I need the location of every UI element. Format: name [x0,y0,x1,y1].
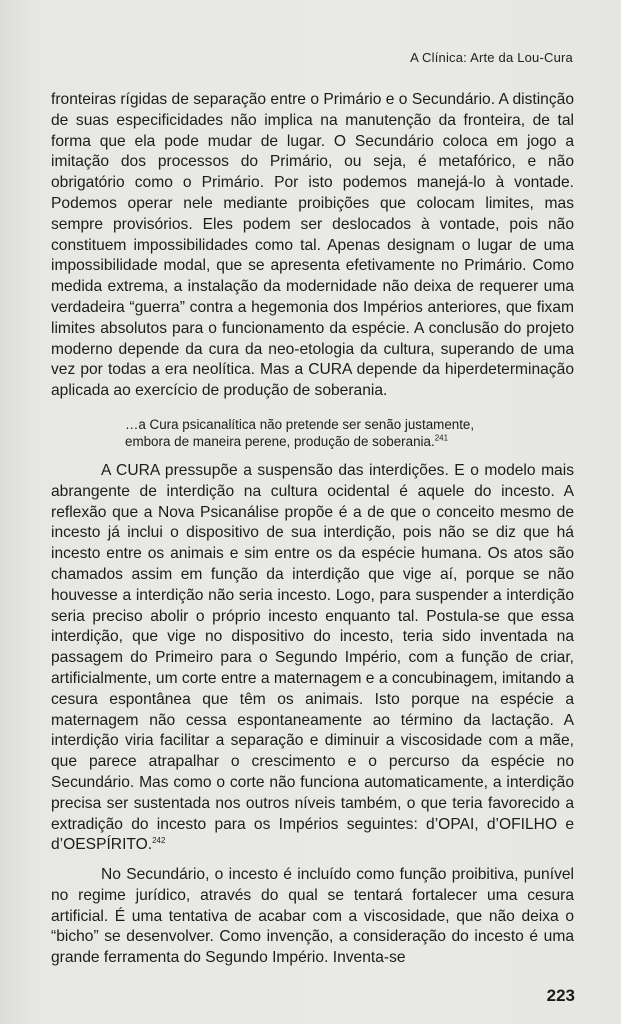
footnote-ref-242: 242 [152,836,166,846]
main-text [51,90,574,969]
paragraph-cura-text: A CURA pressupõe a suspensão das interdições. E o modelo mais abrangente de interdição na cultura ocidental é aquele do incesto. A reflexão que a Nova Psicanálise propõe é a de que o conceito mesmo de incesto já inclui o dispositivo de sua interdição, pois não se diz que há incesto entre os animais e sim entre os da espécie humana. Os atos são chamados assim em função da interdição que vige aí, porque se não houvesse a interdição não seria incesto. Logo, para suspender a interdição seria preciso abolir o próprio incesto enquanto tal. Postula-se que essa interdição, que vige no dispositivo do incesto, teria sido inventada na passagem do Primeiro para o Segundo Império, com a função de criar, artificialmente, um corte entre a maternagem e a concubinagem, imitando a cesura espontânea que têm os animais. Isto porque na espécie a maternagem não cessa espontaneamente ao término da lactação. A interdição viria facilitar a separação e diminuir a viscosidade com a mãe, que parece atrapalhar o crescimento e o percurso da espécie no Secundário. Mas como o corte não funciona automaticamente, a interdição precisa ser sustentada nos outros níveis também, o que teria favorecido a extradição do incesto para os Impérios seguintes: d’OPAI, d’OFILHO e d’OESPÍRITO. [51,461,574,854]
block-quote [125,416,525,451]
running-title: A Clínica: Arte da Lou-Cura [410,50,573,65]
paragraph-continuation: fronteiras rígidas de separação entre o Primário e o Secundário. A distinção de suas especificidades não implica na manutenção da fronteira, de tal forma que ela pode mudar de lugar. O Secundário coloca em jogo a imitação dos processos do Primário, ou seja, é metafórico, e não obrigatório como o Primário. Por isto podemos manejá-lo à vontade. Podemos operar nele mediante proibições que colocam limites, mas sempre provisórios. Eles podem ser deslocados à vontade, pois não constituem impossibilidades como tal. Apenas designam o lugar de uma impossibilidade modal, que se apresenta efetivamente no Primário. Como medida extrema, a instalação da modernidade não deixa de requerer uma verdadeira “guerra” contra a hegemonia dos Impérios anteriores, que fixam limites absolutos para o funcionamento da espécie. A conclusão do projeto moderno depende da cura da neo-etologia da cultura, superando de uma vez por todas a era neolítica. Mas a CURA depende da hiperdeterminação aplicada ao exercício de produção de soberania. [51,91,574,400]
quote-line-2: embora de maneira perene, produção de soberania. [125,434,435,450]
quote-line-1: …a Cura psicanalítica não pretende ser senão justamente, [125,416,475,432]
page-number: 223 [546,986,575,1005]
footnote-ref-241: 241 [434,433,449,443]
paragraph-cura [51,461,574,856]
paragraph-secundario: No Secundário, o incesto é incluído como função proibitiva, punível no regime jurídico, através do qual se tentará fortalecer uma cesura artificial. É uma tentativa de acabar com a viscosidade, que não deixa o “bicho” se desenvolver. Como invenção, a consideração do incesto é uma grande ferramenta do Segundo Império. Inventa-se [51,866,574,967]
